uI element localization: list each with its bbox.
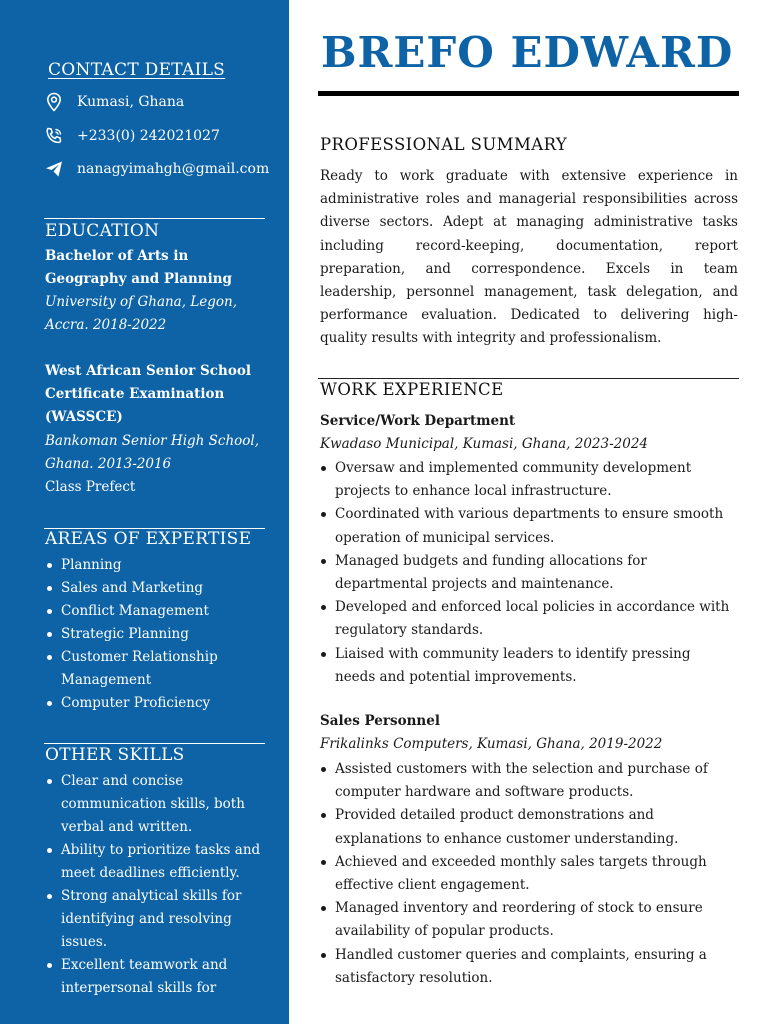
list-item: Strong analytical skills for identifying and resolving issues.	[45, 885, 267, 954]
list-item: Excellent teamwork and interpersonal skills for	[45, 954, 267, 1000]
contact-location-text: Kumasi, Ghana	[77, 94, 185, 110]
list-item: Developed and enforced local policies in accordance with regulatory standards.	[320, 596, 730, 642]
job-duties	[320, 758, 730, 990]
list-item: Customer Relationship Management	[45, 646, 267, 692]
job-title: Service/Work Department	[320, 413, 516, 429]
education-degree: Bachelor of Arts in Geography and Planning	[45, 248, 232, 287]
send-icon	[44, 159, 64, 179]
contact-location	[44, 91, 185, 113]
main-content	[289, 0, 768, 1024]
list-item: Achieved and exceeded monthly sales targets through effective client engagement.	[320, 851, 730, 897]
job-employer: Kwadaso Municipal, Kumasi, Ghana, 2023-2024	[320, 436, 649, 452]
list-item: Oversaw and implemented community development projects to enhance local infrastructure.	[320, 457, 730, 503]
expertise-list	[45, 554, 267, 715]
divider	[44, 743, 265, 744]
sidebar	[0, 0, 289, 1024]
skills-list	[45, 770, 267, 1000]
job-duties	[320, 457, 730, 689]
contact-email-text: nanagyimahgh@gmail.com	[77, 161, 270, 177]
summary-heading: PROFESSIONAL SUMMARY	[320, 135, 568, 154]
skills-heading: OTHER SKILLS	[45, 745, 185, 765]
list-item: Coordinated with various departments to ensure smooth operation of municipal services.	[320, 503, 730, 549]
education-certificate: West African Senior School Certificate Examination (WASSCE)	[45, 363, 251, 425]
divider	[44, 218, 265, 219]
education-note: Class Prefect	[45, 479, 136, 495]
job-title: Sales Personnel	[320, 713, 440, 729]
summary-text: Ready to work graduate with extensive experience in administrative roles and managerial responsibilities across diverse sectors. Adept at managing administrative tasks including record-keeping, documentation, report preparation, and correspondence. Excels in team leadership, personnel management, task delegation, and performance evaluation. Dedicated to delivering high-quality results with integrity and professionalism.	[320, 168, 738, 347]
list-item: Managed budgets and funding allocations for departmental projects and maintenance.	[320, 550, 730, 596]
contact-phone-text: +233(0) 242021027	[77, 128, 220, 144]
expertise-heading: AREAS OF EXPERTISE	[45, 529, 252, 549]
title-divider	[318, 91, 739, 96]
list-item: Provided detailed product demonstrations and explanations to enhance customer understanding.	[320, 804, 730, 850]
list-item: Handled customer queries and complaints, ensuring a satisfactory resolution.	[320, 944, 730, 990]
page-title: BREFO EDWARD	[321, 28, 734, 77]
list-item: Strategic Planning	[45, 623, 267, 646]
list-item: Managed inventory and reordering of stock to ensure availability of popular products.	[320, 897, 730, 943]
list-item: Assisted customers with the selection and purchase of computer hardware and software products.	[320, 758, 730, 804]
list-item: Sales and Marketing	[45, 577, 267, 600]
list-item: Liaised with community leaders to identify pressing needs and potential improvements.	[320, 643, 730, 689]
contact-phone	[44, 125, 220, 147]
education-school: Bankoman Senior High School, Ghana. 2013-2016	[45, 433, 260, 472]
experience-heading: WORK EXPERIENCE	[320, 380, 504, 399]
job-employer: Frikalinks Computers, Kumasi, Ghana, 2019-2022	[320, 736, 663, 752]
education-institution: University of Ghana, Legon, Accra. 2018-2022	[45, 294, 238, 333]
list-item: Planning	[45, 554, 267, 577]
list-item: Conflict Management	[45, 600, 267, 623]
contact-email	[44, 158, 270, 180]
divider	[318, 378, 739, 379]
list-item: Clear and concise communication skills, both verbal and written.	[45, 770, 267, 839]
list-item: Ability to prioritize tasks and meet deadlines efficiently.	[45, 839, 267, 885]
location-pin-icon	[44, 92, 64, 112]
education-heading: EDUCATION	[45, 221, 160, 241]
phone-icon	[44, 126, 64, 146]
contact-heading: CONTACT DETAILS	[48, 60, 226, 80]
list-item: Computer Proficiency	[45, 692, 267, 715]
